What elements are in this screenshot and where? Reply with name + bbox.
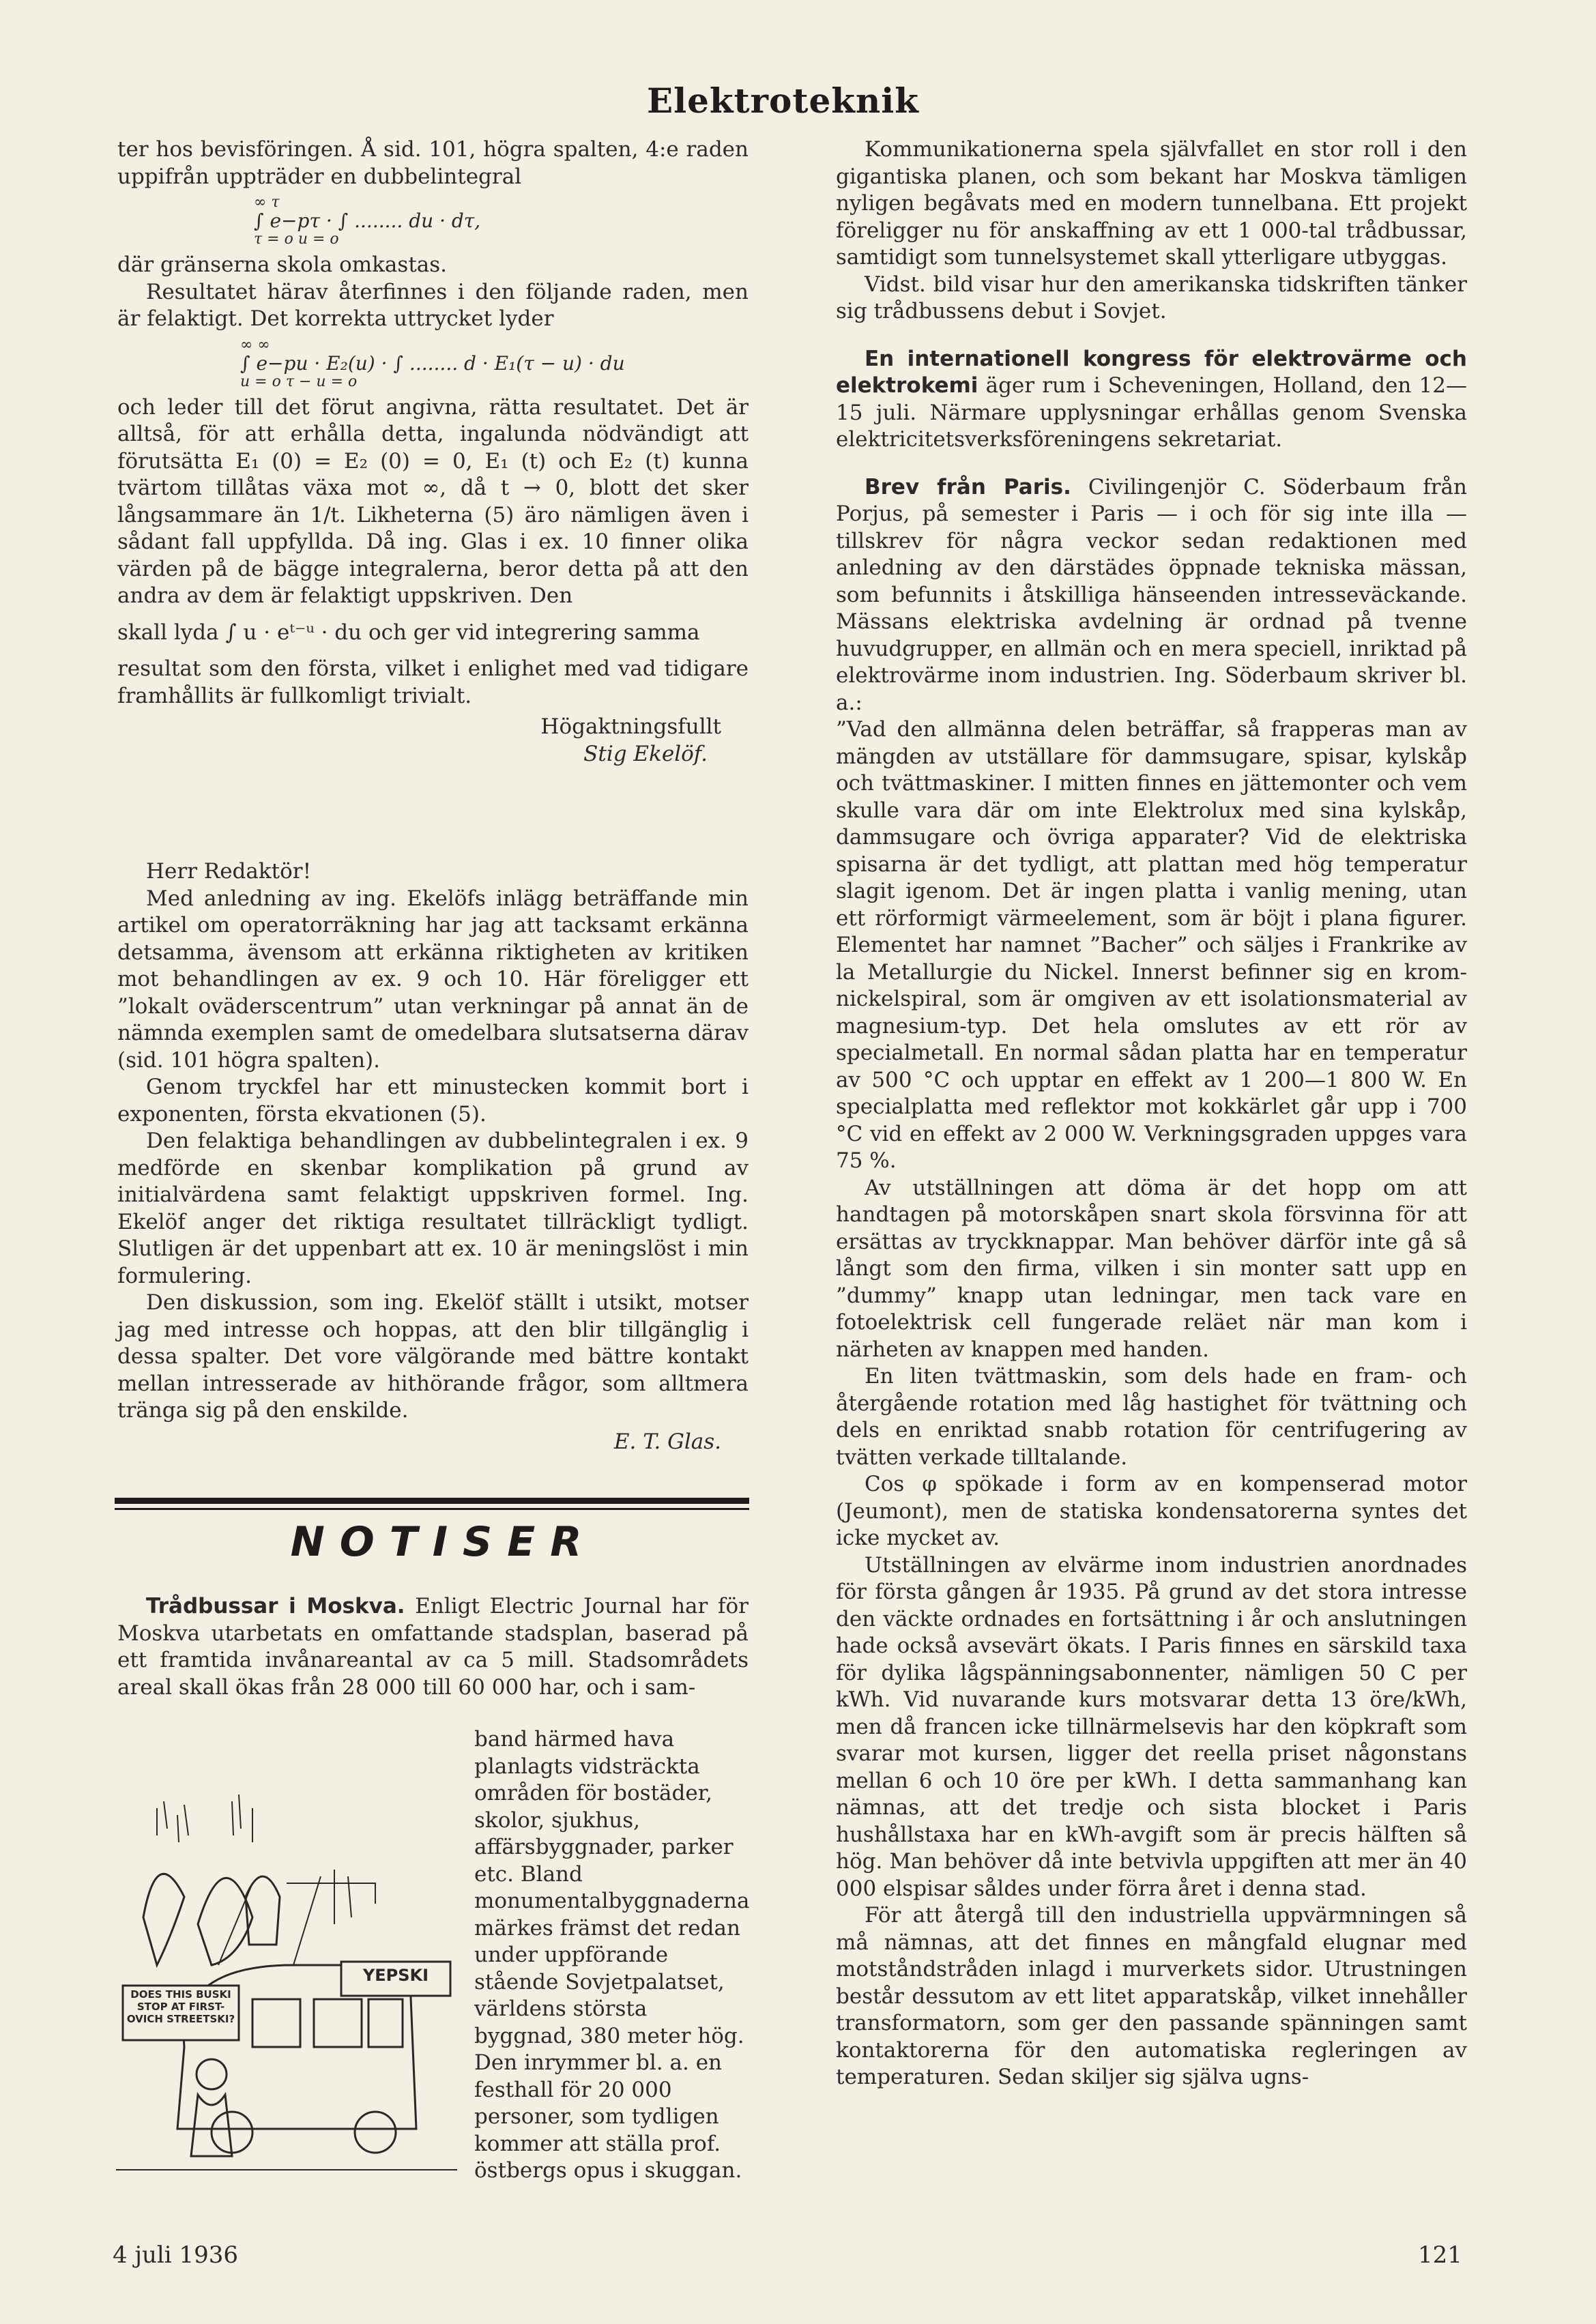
wheel <box>355 2112 396 2153</box>
paragraph-with-formula: skall lyda ∫ u · eᵗ⁻ᵘ · du och ger vid integrering samma <box>117 620 700 645</box>
ekelof-letter <box>117 136 749 768</box>
glas-letter <box>117 858 749 1455</box>
formula-lower-limits: u = o τ − u = o <box>240 373 358 390</box>
corrected-integral-formula <box>117 337 749 390</box>
paragraph: En liten tvättmaskin, som dels hade en fram- och återgående rotation med låg hastighet för tvättning och dels en enriktad snabb rotation för centrifugering av tvätten verkade tilltalande. <box>836 1364 1467 1470</box>
signature: Stig Ekelöf. <box>583 741 708 766</box>
formula-lower-limits: τ = o u = o <box>254 231 339 248</box>
page-number: 121 <box>1418 2241 1462 2269</box>
paragraph: och leder till det förut angivna, rätta resultatet. Det är alltså, för att erhålla detta, ingalunda nödvändigt att förutsätta E₁ (0) = E₂ (0) = 0, E₁ (t) och E₂ (t) kunna tvärtom tillåtas växa mot ∞, då t → 0, blott det sker långsammare än 1/t. Likheterna (5) äro nämligen även i sådant fall uppfyllda. Då ing. Glas i ex. 10 finner olika värden på de bägge integralerna, beror detta på att den andra av dem är felaktigt uppskriven. Den <box>117 394 749 608</box>
right-column <box>836 136 1467 2091</box>
issue-date: 4 juli 1936 <box>113 2241 238 2269</box>
formula-body: ∫ e−pτ · ∫ ........ du · dτ, <box>254 209 481 232</box>
signature: E. T. Glas. <box>613 1429 721 1454</box>
paragraph: där gränserna skola omkastas. <box>117 252 448 277</box>
notis-lead: Trådbussar i Moskva. <box>146 1594 405 1618</box>
wheel <box>212 2112 252 2153</box>
trolleybus-cartoon <box>116 1760 457 2183</box>
notis-moskva <box>117 1593 749 1701</box>
paragraph: Genom tryckfel har ett minustecken kommit bort i exponenten, första ekvationen (5). <box>117 1075 749 1127</box>
onion-dome <box>143 1874 184 1965</box>
notis-lead: Brev från Paris. <box>865 474 1071 499</box>
paragraph: För att återgå till den industriella uppvärmningen så må nämnas, att det finnes en mångfald elugnar med motståndstråden inlagd i murverkets sidor. Utrustningen består dessutom av ett litet apparatskåp, vilket innehåller transformatorn, som ger den passande spänningen samt kontaktorerna för den automatiska regleringen av temperaturen. Sedan skiljer sig själva ugns- <box>836 1903 1467 2089</box>
paragraph: Civilingenjör C. Söderbaum från Porjus, på semester i Paris — i och för sig inte illa — tillskrev för några veckor sedan redaktionen med anledning av den därstädes öppnade tekniska mässan, som befunnits i åtskilliga hänseenden intresseväckande. Mässans elektriska avdelning är ordnad på tvenne huvudgrupper, en allmän och en mera speciell, inriktad på elektrovärme inom industrien. Ing. Söderbaum skriver bl. a.: <box>836 474 1467 715</box>
paragraph: ter hos bevisföringen. Å sid. 101, högra spalten, 4:e raden uppifrån uppträder en dubbelintegral <box>117 137 749 189</box>
paragraph: Resultatet härav återfinnes i den följande raden, men är felaktigt. Det korrekta uttrycket lyder <box>117 279 749 331</box>
closing: Högaktningsfullt <box>540 714 721 739</box>
paragraph: Vidst. bild visar hur den amerikanska tidskriften tänker sig trådbussens debut i Sovjet. <box>836 272 1467 323</box>
salutation: Herr Redaktör! <box>146 859 312 884</box>
paragraph: Cos φ spökade i form av en kompenserad motor (Jeumont), men de statiska kondensatorerna syntes det icke mycket av. <box>836 1472 1467 1550</box>
paragraph: Av utställningen att döma är det hopp om att handtagen på motorskåpen snart skola försvinna för att ersättas av tryckknappar. Man behöver därför inte gå så långt som den firma, vilken i sin monter satt upp en ”dummy” knapp utan ledningar, men tack vare en fotoelektrisk cell fungerade reläet när man kom i närheten av knappen med handen. <box>836 1175 1467 1362</box>
paragraph: Den diskussion, som ing. Ekelöf ställt i utsikt, motser jag med intresse och hoppas, att den blir tillgänglig i dessa spalter. Det vore välgörande med bättre kontakt mellan intresserade av hithörande frågor, som alltmera tränga sig på den enskilde. <box>117 1290 749 1423</box>
formula-body: ∫ e−pu · E₂(u) · ∫ ........ d · E₁(τ − u) · du <box>240 351 625 375</box>
paragraph: Utställningen av elvärme inom industrien anordnades för första gången år 1935. På grund av det stora intresse den väckte ordnades en fortsättning i år och anslutningen hade också avsevärt ökats. I Paris finnes en särskild taxa för dylika lågspänningsabonnenter, nämligen 50 C per kWh. Vid nuvarande kurs motsvarar detta 13 öre/kWh, men då francen icke tillnärmelsevis har den köpkraft som svarar mot kursen, ligger det reella priset någonstans mellan 6 och 10 öre per kWh. I detta sammanhang kan nämnas, att det tredje och sista blocket i Paris hushållstaxa har en kWh-avgift som är precis hälften så hög. Man behöver då inte betvivla uppgiften att mer än 40 000 elspisar såldes under förra året i denna stad. <box>836 1552 1467 1901</box>
paragraph: Kommunikationerna spela självfallet en stor roll i den gigantiska planen, och som bekant har Moskva tämligen nyligen begåvats med en modern tunnelbana. Ett projekt föreligger nu för anskaffning av ett 1 000-tal trådbussar, samtidigt som tunnelsystemet skall ytterligare utbyggas. <box>836 137 1467 270</box>
paragraph: ”Vad den allmänna delen beträffar, så frapperas man av mängden av utställare för dammsugare, spisar, kylskåp och tvättmaskiner. I mitten finnes en jättemonter och vem skulle vara där om inte Elektrolux med sina kylskåp, dammsugare och övriga apparater? Vid de elektriska spisarna är det tydligt, att plattan med hög temperatur slagit igenom. Det är ingen platta i vanlig mening, utan ett rörformigt värmeelement, som är böjt i plana figurer. Elementet har namnet ”Bacher” och säljes i Frankrike av la Metallurgie du Nickel. Innerst befinner sig en krom-nickelspiral, som är omgiven av ett isolationsmaterial av magnesium-typ. Det hela omslutes av ett rör av specialmetall. En normal sådan platta har en temperatur av 500 °C och upptar en effekt av 1 200—1 800 W. En specialplatta med reflektor mot kokkärlet går upp i 700 °C vid en effekt av 2 000 W. Verkningsgraden uppges vara 75 %. <box>836 717 1467 1173</box>
paragraph: resultat som den första, vilket i enlighet med vad tidigare framhållits är fullkomligt trivialt. <box>117 656 749 708</box>
journal-header: Elektroteknik <box>647 81 919 121</box>
section-rule-thin <box>115 1508 749 1510</box>
paragraph: äger rum i Scheveningen, Holland, den 12—15 juli. Närmare upplysningar erhållas genom Svenska elektricitetsverksföreningens sekretariat. <box>836 373 1467 452</box>
formula-upper-limits: ∞ τ <box>254 194 280 211</box>
speech-bubble-answer: YEPSKI <box>362 1966 429 1985</box>
paragraph: band härmed hava planlagts vidsträckta områden för bostäder, skolor, sjukhus, affärsbyggnader, parker etc. Bland monumentalbyggnaderna märkes främst det redan under uppförande stående Sovjetpalatset, världens största byggnad, 380 meter hög. Den inrymmer bl. a. en festhall för 20 000 personer, som tydligen kommer att ställa prof. östbergs opus i skuggan. <box>474 1727 750 2183</box>
double-integral-formula <box>117 194 749 248</box>
paragraph: Enligt Electric Journal har för Moskva utarbetats en omfattande stadsplan, baserad på ett framtida invånareantal av ca 5 mill. Stadsområdets areal skall ökas från 28 000 till 60 000 har, och i sam- <box>117 1594 749 1700</box>
section-rule-thick <box>115 1498 749 1504</box>
paragraph: Den felaktiga behandlingen av dubbelintegralen i ex. 9 medförde en skenbar komplikation på grund av initialvärdena samt felaktigt uppskriven formel. Ing. Ekelöf anger det riktiga resultatet tillräckligt tydligt. Slutligen är det uppenbart att ex. 10 är meningslöst i min formulering. <box>117 1129 749 1288</box>
notis-moskva-continued <box>474 1726 749 2185</box>
section-title: NOTISER <box>290 1518 597 1566</box>
formula-upper-limits: ∞ ∞ <box>240 336 270 353</box>
paragraph: Med anledning av ing. Ekelöfs inlägg beträffande min artikel om operatorräkning har jag att tacksamt erkänna detsamma, ävensom att erkänna riktigheten av kritiken mot behandlingen av ex. 9 och 10. Här föreligger ett ”lokalt oväderscentrum” utan verkningar på annat än de nämnda exemplen samt de omedelbara slutsatserna därav (sid. 101 högra spalten). <box>117 886 749 1073</box>
notis-lead: En internationell kongress för elektrovärme och elektrokemi <box>836 346 1467 398</box>
speech-bubble-question: DOES THIS BUSKI STOP AT FIRST-OVICH STREETSKI? <box>126 1988 235 2025</box>
